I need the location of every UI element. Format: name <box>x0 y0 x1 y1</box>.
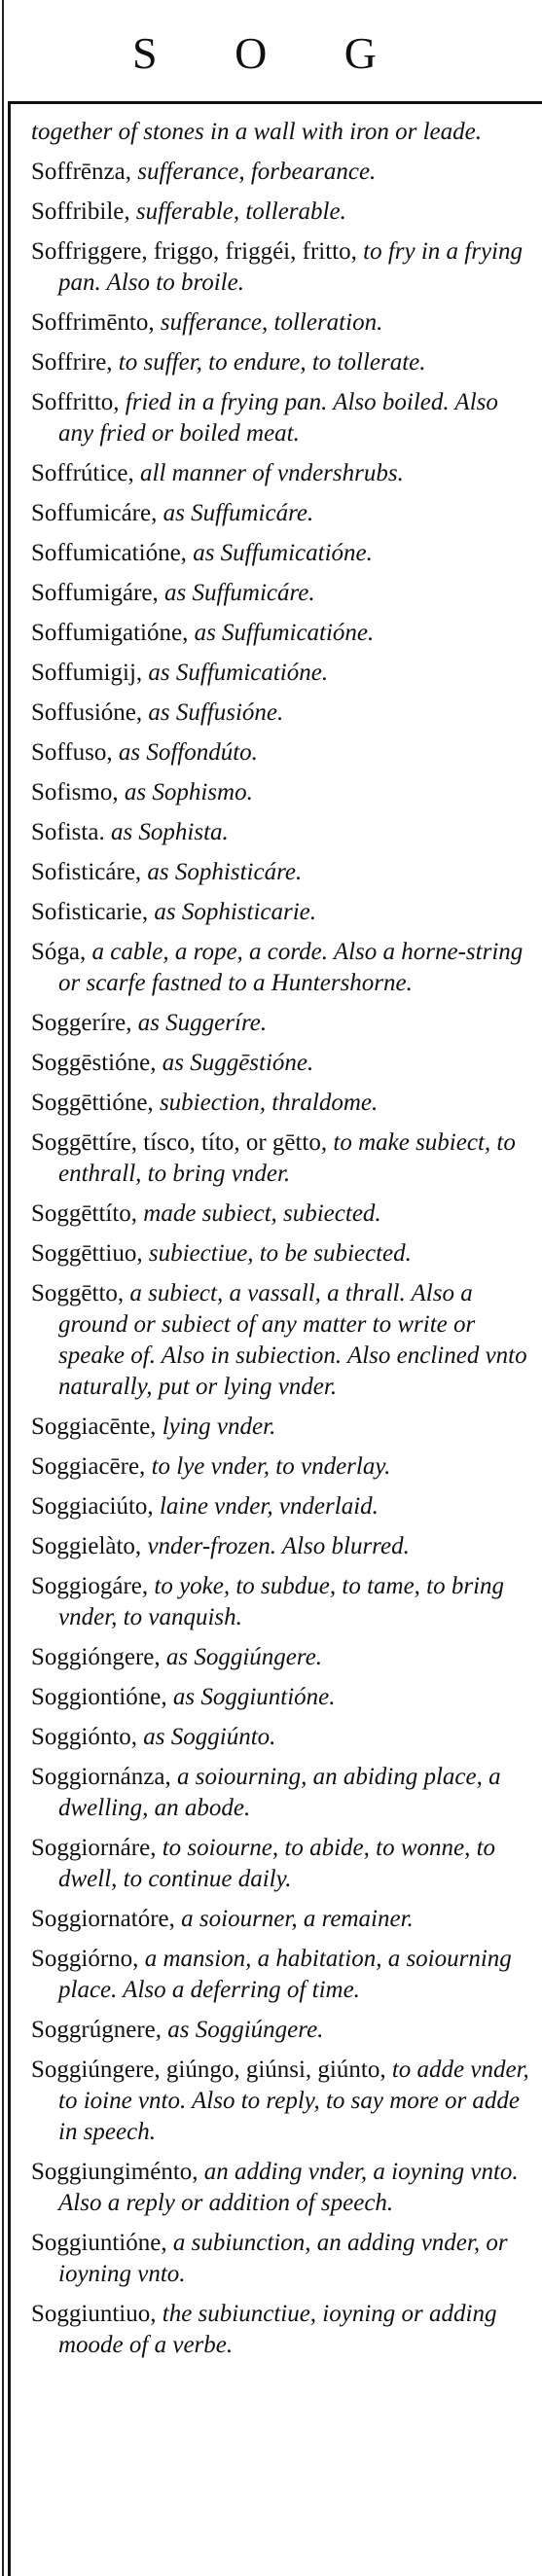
dictionary-entry <box>31 498 532 529</box>
entry-definition: all manner of vndershrubs. <box>133 460 404 486</box>
entry-headword: Soffrútice, <box>31 460 134 486</box>
entry-definition: as Suggēstióne. <box>156 1050 314 1076</box>
entry-headword: Soggiungiménto, <box>31 2159 199 2185</box>
entry-headword: Sofista. <box>31 819 105 845</box>
entry-headword: Soggēttíre, tísco, títo, or gētto, <box>31 1129 328 1156</box>
entry-definition: sufferable, tollerable. <box>129 198 346 225</box>
entry-headword: Soffuso, <box>31 739 113 766</box>
entry-definition: to make subiect, to enthrall, to bring vnder. <box>58 1129 516 1187</box>
entry-headword: Soggētto, <box>31 1280 125 1306</box>
dictionary-entry <box>31 1048 532 1079</box>
entry-definition: as Suffumicáre. <box>158 580 315 606</box>
dictionary-entry <box>31 387 532 449</box>
column-rule <box>8 101 11 2576</box>
entry-headword: Soffumigatióne, <box>31 620 189 646</box>
entry-definition: sufferance, tolleration. <box>154 309 383 336</box>
dictionary-entry <box>31 117 532 148</box>
entry-headword: Soffrēnza, <box>31 159 131 185</box>
entry-headword: Soggiórno, <box>31 1946 139 1972</box>
dictionary-entry <box>31 618 532 649</box>
dictionary-entry <box>31 1682 532 1713</box>
dictionary-entry <box>31 1722 532 1753</box>
header-rule <box>8 101 542 104</box>
entry-headword: Soffusióne, <box>31 699 143 726</box>
dictionary-entry <box>31 737 532 769</box>
dictionary-entry <box>31 1412 532 1443</box>
dictionary-entry <box>31 1571 532 1633</box>
dictionary-entry <box>31 1491 532 1522</box>
dictionary-entry <box>31 1278 532 1403</box>
dictionary-entry <box>31 307 532 339</box>
dictionary-entry <box>31 1199 532 1230</box>
dictionary-entry <box>31 658 532 689</box>
entry-definition: a subiunction, an adding vnder, or ioyning vnto. <box>58 2230 508 2287</box>
dictionary-entry <box>31 538 532 569</box>
entry-definition: as Sophismo. <box>118 779 253 805</box>
entry-definition: as Sophista. <box>104 819 229 845</box>
entry-definition: to suffer, to endure, to tollerate. <box>112 349 426 376</box>
entry-definition: a cable, a rope, a corde. Also a horne-string or scarfe fastned to a Huntershorne. <box>58 939 524 996</box>
entry-definition: to lye vnder, to vnderlay. <box>145 1453 391 1480</box>
entry-headword: Soggēttióne, <box>31 1090 154 1116</box>
entry-definition: as Soggiúngere. <box>160 1644 323 1670</box>
entry-headword: Soggiacēre, <box>31 1453 146 1480</box>
dictionary-entry <box>31 1944 532 2006</box>
dictionary-entry <box>31 1642 532 1673</box>
entry-headword: Soggiornánza, <box>31 1764 171 1790</box>
entry-definition: as Suggeríre. <box>131 1010 268 1036</box>
entry-definition: as Suffumicatióne. <box>142 660 329 686</box>
entry-headword: Soggielàto, <box>31 1533 142 1559</box>
entry-definition: together of stones in a wall with iron or leade. <box>31 119 482 145</box>
entry-headword: Soggeríre, <box>31 1010 132 1036</box>
entry-definition: to adde vnder, to ioine vnto. Also to reply, to say more or adde in speech. <box>58 2057 529 2145</box>
entry-definition: as Suffumicatióne. <box>188 620 375 646</box>
dictionary-entry <box>31 1531 532 1562</box>
dictionary-entry <box>31 347 532 378</box>
entry-headword: Soffriggere, friggo, friggéi, fritto, <box>31 238 357 265</box>
entry-definition: the subiunctiue, ioyning or adding moode of a verbe. <box>58 2301 497 2358</box>
entry-definition: as Sophisticarie. <box>148 899 317 925</box>
entry-headword: Soggiornatóre, <box>31 1906 175 1932</box>
dictionary-entry <box>31 2015 532 2046</box>
entry-definition: subiection, thraldome. <box>153 1090 379 1116</box>
entry-definition: sufferance, forbearance. <box>130 159 377 185</box>
dictionary-entry <box>31 1127 532 1190</box>
dictionary-entry <box>31 2055 532 2148</box>
entry-definition: as Sophisticáre. <box>141 859 303 885</box>
dictionary-entry <box>31 2228 532 2290</box>
dictionary-entry <box>31 1904 532 1935</box>
entry-headword: Soggiontióne, <box>31 1684 167 1710</box>
entry-definition: subiectiue, to be subiected. <box>142 1240 412 1267</box>
dictionary-entry <box>31 2299 532 2361</box>
dictionary-entry <box>31 1451 532 1483</box>
entry-definition: a mansion, a habitation, a soiourning place. Also a deferring of time. <box>58 1946 512 2003</box>
dictionary-entry <box>31 1238 532 1270</box>
dictionary-entry <box>31 698 532 729</box>
entry-headword: Soggiogáre, <box>31 1573 149 1599</box>
dictionary-entry <box>31 2157 532 2219</box>
entry-headword: Soggēttiuo, <box>31 1240 143 1267</box>
dictionary-entry <box>31 458 532 489</box>
entry-headword: Sóga, <box>31 939 87 965</box>
page-header: S O G <box>131 28 411 78</box>
entry-definition: a soiourner, a remainer. <box>174 1906 414 1932</box>
entry-headword: Soggiuntióne, <box>31 2230 167 2256</box>
entry-definition: to yoke, to subdue, to tame, to bring vnder, to vanquish. <box>58 1573 505 1630</box>
entry-definition: an adding vnder, a ioyning vnto. Also a reply or addition of speech. <box>58 2159 519 2216</box>
entry-headword: Soffritto, <box>31 389 120 415</box>
entry-headword: Soggióngere, <box>31 1644 161 1670</box>
entry-headword: Soggēstióne, <box>31 1050 157 1076</box>
entry-headword: Soffumigáre, <box>31 580 159 606</box>
entry-headword: Sofisticáre, <box>31 859 142 885</box>
entry-definition: fried in a frying pan. Also boiled. Also any fried or boiled meat. <box>58 389 498 447</box>
entry-definition: as Soggiúngere. <box>162 2017 324 2043</box>
dictionary-entry <box>31 937 532 999</box>
dictionary-entry <box>31 1008 532 1039</box>
entry-headword: Soffrire, <box>31 349 113 376</box>
entry-headword: Soffumigij, <box>31 660 143 686</box>
dictionary-entry <box>31 1833 532 1895</box>
dictionary-entry <box>31 857 532 888</box>
entry-headword: Sofisticarie, <box>31 899 149 925</box>
dictionary-entry <box>31 1088 532 1119</box>
entry-headword: Soffrimēnto, <box>31 309 155 336</box>
entry-definition: lying vnder. <box>156 1413 276 1440</box>
entry-definition: as Suffumicáre. <box>157 500 314 526</box>
dictionary-entry <box>31 236 532 299</box>
page-edge-rule <box>2 0 4 2576</box>
entry-headword: Soffumicatióne, <box>31 540 187 566</box>
entry-headword: Soffribile, <box>31 198 130 225</box>
entry-headword: Sofismo, <box>31 779 119 805</box>
entry-headword: Soggiónto, <box>31 1724 138 1750</box>
entry-definition: as Soggiuntióne. <box>166 1684 336 1710</box>
entry-list <box>31 117 532 2370</box>
entry-headword: Soggiuntiuo, <box>31 2301 157 2327</box>
dictionary-entry <box>31 777 532 808</box>
dictionary-entry <box>31 1762 532 1824</box>
entry-definition: a soiourning, an abiding place, a dwelling, an abode. <box>58 1764 501 1821</box>
dictionary-entry <box>31 817 532 848</box>
entry-definition: to fry in a frying pan. Also to broile. <box>58 238 524 296</box>
entry-definition: as Suffumicatióne. <box>186 540 373 566</box>
dictionary-entry <box>31 578 532 609</box>
entry-headword: Soggiúngere, giúngo, giúnsi, giúnto, <box>31 2057 386 2083</box>
entry-headword: Soggiornáre, <box>31 1835 157 1861</box>
entry-definition: to soiourne, to abide, to wonne, to dwell, to continue daily. <box>58 1835 496 1892</box>
entry-definition: as Suffusióne. <box>142 699 284 726</box>
dictionary-entry <box>31 157 532 188</box>
entry-headword: Soffumicáre, <box>31 500 158 526</box>
entry-definition: made subiect, subiected. <box>137 1200 381 1227</box>
entry-definition: as Soffondúto. <box>112 739 258 766</box>
entry-headword: Soggrúgnere, <box>31 2017 162 2043</box>
entry-definition: vnder-frozen. Also blurred. <box>141 1533 410 1559</box>
dictionary-entry <box>31 197 532 228</box>
entry-definition: a subiect, a vassall, a thrall. Also a ground or subiect of any matter to write or speake of. Also in subiection. Also enclined vnto naturally, put or lying vnder. <box>58 1280 527 1400</box>
entry-definition: laine vnder, vnderlaid. <box>153 1493 379 1520</box>
dictionary-entry <box>31 897 532 928</box>
entry-headword: Soggiacēnte, <box>31 1413 157 1440</box>
entry-headword: Soggiaciúto, <box>31 1493 154 1520</box>
entry-headword: Soggēttíto, <box>31 1200 138 1227</box>
entry-definition: as Soggiúnto. <box>137 1724 276 1750</box>
